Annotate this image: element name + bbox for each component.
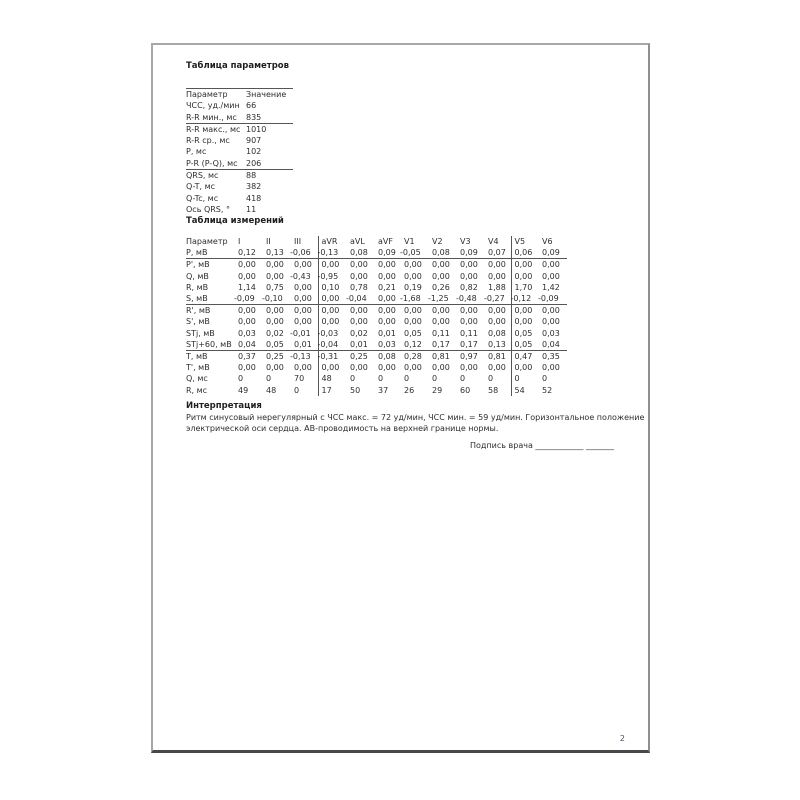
row-label: Параметр <box>186 90 228 99</box>
table-cell: 0,05 <box>266 339 294 351</box>
table-cell: 206 <box>246 158 293 170</box>
measurements-table <box>186 236 567 396</box>
table-cell: -0,13 <box>290 352 311 362</box>
table-cell: 0 <box>488 374 494 384</box>
table-cell: 0,00 <box>266 306 284 316</box>
table-cell: 0 <box>238 374 244 384</box>
table-cell: -0,27 <box>488 293 511 305</box>
table-cell: -0,09 <box>542 293 567 305</box>
table-cell: 0,00 <box>294 293 318 305</box>
table-cell: 60 <box>460 385 471 395</box>
table-cell: 0,00 <box>378 293 404 305</box>
table-row <box>186 259 567 271</box>
table-cell: -1,25 <box>432 293 460 305</box>
table-cell: 0 <box>378 374 384 384</box>
row-label: STj+60, мВ <box>186 339 238 351</box>
table-cell: 0,00 <box>404 306 422 316</box>
table-cell: 50 <box>350 385 361 395</box>
table-cell: 0,00 <box>238 317 256 327</box>
table-cell: Значение <box>246 90 287 99</box>
table-row <box>186 339 567 351</box>
interpretation-text <box>186 412 644 435</box>
table-row <box>186 247 567 259</box>
table-cell: 0,00 <box>318 362 350 373</box>
table-row <box>186 158 293 170</box>
table-cell: -0,01 <box>290 328 311 338</box>
table-cell: 1,14 <box>238 282 256 292</box>
table-cell: 0 <box>432 374 438 384</box>
row-label: R, мВ <box>186 282 209 292</box>
table-cell: 1,88 <box>488 282 506 292</box>
table-cell: 1,42 <box>542 282 560 292</box>
table-cell: -0,06 <box>294 247 318 259</box>
row-label: Q-Tc, мс <box>186 193 219 203</box>
table-cell: 29 <box>432 385 443 395</box>
table-cell: 0,00 <box>294 282 312 292</box>
table-cell: 0 <box>542 374 548 384</box>
row-label: P, мс <box>186 147 207 157</box>
table-cell: 0,28 <box>404 352 422 362</box>
table-cell: 0,02 <box>266 328 284 338</box>
row-label: Q, мс <box>186 374 208 384</box>
interpretation-line: Ритм синусовый нерегулярный с ЧСС макс. = 72 уд/мин, ЧСС мин. = 59 уд/мин. Горизонтальное положение <box>186 413 645 422</box>
row-label: P, мВ <box>186 247 238 259</box>
table-row <box>186 123 293 135</box>
table-cell: 37 <box>378 385 389 395</box>
table-cell: 0,05 <box>511 339 542 351</box>
table-cell: 0,00 <box>378 260 396 270</box>
table-cell: 0,00 <box>378 271 396 281</box>
table-cell: 0,47 <box>511 351 542 363</box>
table-cell: 0,26 <box>432 282 450 292</box>
table-cell: 0,00 <box>542 306 560 316</box>
table-cell: 0,12 <box>238 247 266 259</box>
table-cell: aVL <box>350 237 365 246</box>
report-page <box>151 43 650 753</box>
table-row <box>186 135 293 146</box>
table-cell: 0,13 <box>266 247 294 259</box>
table-cell: 0,11 <box>432 328 450 338</box>
table-cell: 0,00 <box>238 306 256 316</box>
table-cell: 58 <box>488 385 499 395</box>
page-number: 2 <box>619 734 625 743</box>
row-label: STj, мВ <box>186 328 215 338</box>
table-cell: 0,10 <box>318 282 350 293</box>
table-row <box>186 170 293 182</box>
table-cell: 17 <box>318 385 350 396</box>
table-cell: V3 <box>460 237 471 246</box>
table-cell: 0,00 <box>488 260 506 270</box>
table-cell: 0 <box>404 374 410 384</box>
row-label: R-R мин., мс <box>186 112 246 124</box>
params-table-body <box>186 100 293 215</box>
table-cell: 382 <box>246 182 262 192</box>
table-cell: -0,13 <box>318 247 350 259</box>
table-cell: -0,03 <box>318 328 350 339</box>
table-cell: 0,00 <box>432 317 450 327</box>
table-row <box>186 181 293 192</box>
table-cell: 0,00 <box>238 363 256 373</box>
table-cell: 0,13 <box>488 339 511 351</box>
table-cell: V1 <box>404 237 415 246</box>
table-cell: 0,00 <box>460 306 478 316</box>
table-row <box>186 100 293 111</box>
table-cell: 0 <box>460 374 466 384</box>
table-cell: 835 <box>246 112 293 124</box>
table-cell: 0,78 <box>350 282 368 292</box>
table-cell: 48 <box>318 373 350 384</box>
table-cell: 0,00 <box>432 363 450 373</box>
table-cell: 0,00 <box>294 363 312 373</box>
table-row <box>186 385 567 396</box>
row-label: Ось QRS, ° <box>186 204 230 214</box>
table-cell: 0,11 <box>460 328 478 338</box>
table-cell: 0,00 <box>238 260 256 270</box>
table-cell: 0,00 <box>404 317 422 327</box>
table-cell: 0,97 <box>460 352 478 362</box>
row-label: R', мВ <box>186 306 211 316</box>
table-cell: 0,08 <box>488 328 506 338</box>
table-cell: 0,19 <box>404 282 422 292</box>
table-row <box>186 373 567 384</box>
row-label: P-R (P-Q), мс <box>186 158 246 170</box>
table-cell: 418 <box>246 193 262 203</box>
table-row <box>186 316 567 327</box>
table-cell: -0,09 <box>238 293 266 305</box>
row-label: S', мВ <box>186 317 210 327</box>
table-cell: 0,00 <box>511 271 542 282</box>
table-cell: 0,03 <box>238 328 256 338</box>
table-cell: 0,07 <box>488 247 511 259</box>
table-cell: aVF <box>378 237 393 246</box>
table-cell: 0,02 <box>350 328 368 338</box>
row-label: Q, мВ <box>186 271 209 281</box>
table-cell: 0,00 <box>318 293 350 305</box>
params-table-title: Таблица параметров <box>186 61 290 71</box>
table-cell: 0,00 <box>404 363 422 373</box>
table-cell: 0,00 <box>460 260 478 270</box>
table-cell: 0,03 <box>378 339 404 351</box>
row-label: Q-T, мс <box>186 182 216 192</box>
table-cell: 48 <box>266 385 277 395</box>
table-cell: 1,70 <box>511 282 542 293</box>
table-cell: 0,00 <box>378 363 396 373</box>
table-cell: -0,05 <box>404 247 432 259</box>
table-cell: 0,08 <box>350 247 378 259</box>
row-label: R-R макс., мс <box>186 124 241 134</box>
table-cell: 0,35 <box>542 352 560 362</box>
table-cell: 0,00 <box>266 317 284 327</box>
table-cell: 102 <box>246 147 262 157</box>
table-cell: 0,21 <box>378 282 396 292</box>
table-cell: 0,00 <box>432 271 450 281</box>
table-row <box>186 328 567 339</box>
table-cell: 0,00 <box>488 317 506 327</box>
row-label: S, мВ <box>186 293 238 305</box>
table-cell: 52 <box>542 385 553 395</box>
table-cell: 0,00 <box>350 271 368 281</box>
table-cell: 0,00 <box>432 260 450 270</box>
doctor-signature <box>470 441 614 450</box>
table-cell: 0,81 <box>432 352 450 362</box>
measurements-table-header <box>186 236 567 247</box>
row-label: Параметр <box>186 237 228 246</box>
table-cell: 0,00 <box>488 271 506 281</box>
table-row <box>186 146 293 157</box>
table-cell: 0,04 <box>542 339 567 351</box>
table-cell: 0 <box>294 385 300 395</box>
table-cell: 0,01 <box>350 339 378 351</box>
table-cell: 0,04 <box>238 339 266 351</box>
table-cell: 907 <box>246 136 262 146</box>
table-cell: 0,00 <box>238 271 256 281</box>
interpretation-line: электрической оси сердца. АВ-проводимость на верхней границе нормы. <box>186 424 499 434</box>
table-cell: 0,00 <box>350 363 368 373</box>
row-label: ЧСС, уд./мин <box>186 101 240 111</box>
table-cell: 0,00 <box>488 363 506 373</box>
row-label: P', мВ <box>186 260 210 270</box>
table-cell: 88 <box>246 171 257 181</box>
table-cell: 0,05 <box>511 328 542 339</box>
table-cell: V5 <box>511 236 542 247</box>
table-cell: 0,17 <box>432 339 460 351</box>
table-cell: 0,00 <box>350 260 368 270</box>
table-cell: 0,00 <box>266 271 284 281</box>
table-row <box>186 351 567 363</box>
table-cell: 0,00 <box>294 317 312 327</box>
row-label: R-R ср., мс <box>186 136 230 146</box>
table-cell: 0,00 <box>460 271 478 281</box>
table-row <box>186 282 567 293</box>
params-table <box>186 88 293 215</box>
table-cell: 0,00 <box>318 305 350 317</box>
table-cell: 0,08 <box>432 247 460 259</box>
table-cell: 0,00 <box>542 260 560 270</box>
row-label: QRS, мс <box>186 171 219 181</box>
params-table-header <box>186 89 293 101</box>
table-cell: -0,43 <box>290 271 311 281</box>
table-cell: 0,00 <box>542 271 560 281</box>
table-cell: 0,00 <box>318 316 350 327</box>
table-cell: 0,09 <box>460 247 488 259</box>
measurements-table-title: Таблица измерений <box>186 216 284 226</box>
table-cell: 0,00 <box>432 306 450 316</box>
table-cell: V6 <box>542 237 553 246</box>
table-cell: 0,00 <box>460 363 478 373</box>
table-cell: 0,81 <box>488 352 506 362</box>
table-cell: 0,00 <box>404 260 422 270</box>
table-cell: 0,00 <box>511 259 542 271</box>
table-cell: 0,01 <box>294 339 318 351</box>
table-cell: 54 <box>511 385 542 396</box>
table-cell: -0,12 <box>511 293 542 305</box>
table-cell: 0,00 <box>266 363 284 373</box>
table-cell: 0,25 <box>266 352 284 362</box>
table-cell: 0,09 <box>378 247 404 259</box>
table-cell: 0,75 <box>266 282 284 292</box>
table-cell: 0 <box>266 374 272 384</box>
table-cell: 0,09 <box>542 247 567 259</box>
table-row <box>186 293 567 305</box>
table-cell: 0,03 <box>542 328 560 338</box>
table-cell: 0,00 <box>542 363 560 373</box>
table-cell: V2 <box>432 237 443 246</box>
table-cell: 0,00 <box>378 306 396 316</box>
table-cell: -0,04 <box>318 339 350 351</box>
table-cell: 0,00 <box>542 317 560 327</box>
row-label: R, мс <box>186 385 208 395</box>
table-cell: II <box>266 237 271 246</box>
table-cell: I <box>238 237 241 246</box>
table-row <box>186 193 293 204</box>
table-cell: -0,31 <box>318 351 350 363</box>
table-cell: -0,48 <box>460 293 488 305</box>
table-cell: 70 <box>294 374 305 384</box>
table-cell: 66 <box>246 101 257 111</box>
table-cell: -0,10 <box>266 293 294 305</box>
table-cell: V4 <box>488 237 499 246</box>
table-row <box>186 204 293 215</box>
table-cell: 0,08 <box>378 352 396 362</box>
table-cell: 0,82 <box>460 282 478 292</box>
table-cell: 0 <box>350 374 356 384</box>
table-row <box>186 305 567 317</box>
table-cell: 0,17 <box>460 339 488 351</box>
table-cell: 0,00 <box>404 271 422 281</box>
table-cell: 0,00 <box>350 306 368 316</box>
table-cell: 0,00 <box>318 259 350 271</box>
table-cell: 0,00 <box>511 316 542 327</box>
table-cell: 11 <box>246 204 257 214</box>
table-cell: 0,00 <box>350 317 368 327</box>
signature-label: Подпись врача <box>470 441 533 450</box>
table-row <box>186 362 567 373</box>
table-cell: 49 <box>238 385 249 395</box>
table-cell: 0,37 <box>238 352 256 362</box>
table-cell: -0,04 <box>350 293 378 305</box>
table-cell: -1,68 <box>404 293 432 305</box>
interpretation-title: Интерпретация <box>186 401 262 411</box>
table-cell: 0,00 <box>511 362 542 373</box>
signature-line: ____________ _______ <box>535 441 614 450</box>
table-cell: 0,25 <box>350 352 368 362</box>
table-cell: 0,00 <box>294 306 312 316</box>
table-cell: 0,05 <box>404 328 422 338</box>
row-label: T', мВ <box>186 363 210 373</box>
table-cell: 0,00 <box>266 260 284 270</box>
measurements-table-body <box>186 247 567 396</box>
table-cell: aVR <box>318 236 350 247</box>
table-cell: 0,00 <box>294 260 312 270</box>
table-cell: III <box>294 237 302 246</box>
table-cell: 0,00 <box>511 305 542 317</box>
table-row <box>186 271 567 282</box>
table-cell: -0,95 <box>318 271 350 282</box>
table-cell: 0,06 <box>511 247 542 259</box>
table-cell: 0 <box>511 373 542 384</box>
table-cell: 1010 <box>246 124 267 134</box>
table-cell: 0,00 <box>460 317 478 327</box>
table-row <box>186 112 293 124</box>
row-label: T, мВ <box>186 352 208 362</box>
table-cell: 0,01 <box>378 328 396 338</box>
table-cell: 26 <box>404 385 415 395</box>
table-cell: 0,00 <box>488 306 506 316</box>
table-cell: 0,00 <box>378 317 396 327</box>
table-cell: 0,12 <box>404 339 432 351</box>
